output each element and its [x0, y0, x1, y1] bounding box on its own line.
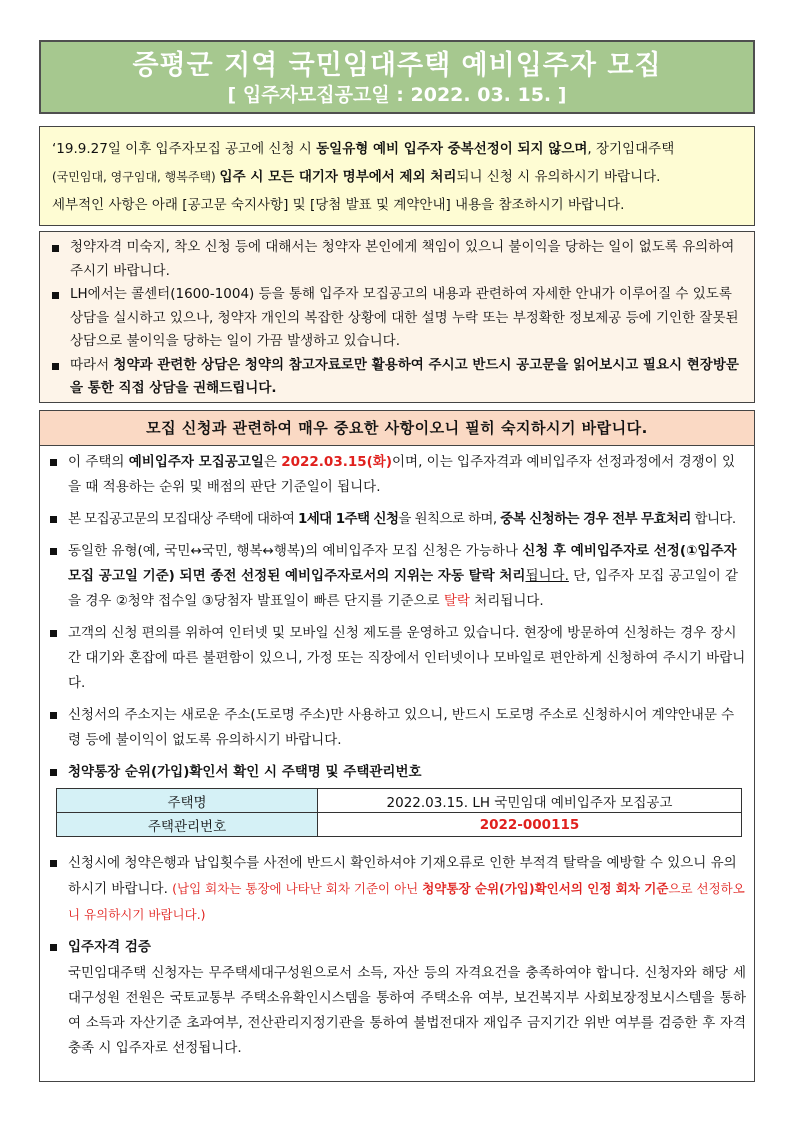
housing-info-table: [56, 788, 742, 837]
housing-management-number: 2022-000115: [318, 813, 742, 837]
notice-item-bank-check: 신청시에 청약은행과 납입횟수를 사전에 반드시 확인하셔야 기재오류로 인한 부적격 탈락을 예방할 수 있으니 유의하시기 바랍니다. (납입 회차는 통장에 나타난 회차 기준이 아닌 청약통장 순위(가입)확인서의 인정 회차 기준으로 선정하오니 유의하시기 바랍니다.): [46, 851, 746, 928]
verification-body: 국민임대주택 신청자는 무주택세대구성원으로서 소득, 자산 등의 자격요건을 충족하여야 합니다. 신청자와 해당 세대구성원 전원은 국토교통부 주택소유확인시스템을 통하여 주택소유 여부, 보건복지부 사회보장정보시스템을 통하여 소득과 자산기준 초과여부, 전산관리지정기관을 통하여 불법전대자 재입주 금지기간 위반 여부를 검증한 후 자격 충족 시 입주자로 선정됩니다.: [68, 965, 746, 1056]
notice-line-3: 세부적인 사항은 아래 [공고문 숙지사항] 및 [당첨 발표 및 계약안내] 내용을 참조하시기 바랍니다.: [52, 197, 625, 213]
title-banner: [39, 40, 755, 114]
notice-item-verification: 입주자격 검증: [46, 935, 746, 960]
caution-item-2: LH에서는 콜센터(1600-1004) 등을 통해 입주자 모집공고의 내용과 관련하여 자세한 안내가 이루어질 수 있도록 상담을 실시하고 있으나, 청약자 개인의 복잡한 상황에 대한 설명 누락 또는 부정확한 정보제공 등에 기인한 잘못된 상담으로 불이익을 당하는 일이 가끔 발생하고 있습니다.: [48, 283, 742, 354]
table-row: [57, 789, 742, 813]
announcement-date: [ 입주자모집공고일 : 2022. 03. 15. ]: [227, 84, 567, 106]
caution-item-3: 따라서 청약과 관련한 상담은 청약의 참고자료로만 활용하여 주시고 반드시 공고문을 읽어보시고 필요시 현장방문을 통한 직접 상담을 권해드립니다.: [48, 354, 742, 401]
notice-item-address: 신청서의 주소지는 새로운 주소(도로명 주소)만 사용하고 있으니, 반드시 도로명 주소로 신청하시어 계약안내문 수령 등에 불이익이 없도록 유의하시기 바랍니다.: [46, 703, 746, 753]
notice-item-account-check: 청약통장 순위(가입)확인서 확인 시 주택명 및 주택관리번호: [46, 760, 746, 785]
notice-line-1: ‘19.9.27일 이후 입주자모집 공고에 신청 시 동일유형 예비 입주자 중복선정이 되지 않으며, 장기임대주택: [52, 141, 675, 157]
section-body: [40, 446, 754, 792]
notice-item-online: 고객의 신청 편의를 위하여 인터넷 및 모바일 신청 제도를 운영하고 있습니다. 현장에 방문하여 신청하는 경우 장시간 대기와 혼잡에 따른 불편함이 있으니, 가정 또는 직장에서 인터넷이나 모바일로 편안하게 신청하여 주시기 바랍니다.: [46, 621, 746, 696]
section-body-lower: [46, 851, 746, 1061]
notice-item-date: 이 주택의 예비입주자 모집공고일은 2022.03.15(화)이며, 이는 입주자격과 예비입주자 선정과정에서 경쟁이 있을 때 적용하는 순위 및 배점의 판단 기준일이 됩니다.: [46, 450, 746, 500]
caution-box: [39, 231, 755, 403]
table-key: 주택관리번호: [57, 813, 318, 837]
table-row: [57, 813, 742, 837]
notice-item-duplicate: 동일한 유형(예, 국민↔국민, 행복↔행복)의 예비입주자 모집 신청은 가능하나 신청 후 예비입주자로 선정(①입주자모집 공고일 기준) 되면 종전 선정된 예비입주자로서의 지위는 자동 탈락 처리됩니다. 단, 입주자 모집 공고일이 같을 경우 ②청약 접수일 ③당첨자 발표일이 빠른 단지를 기준으로 탈락 처리됩니다.: [46, 539, 746, 614]
table-key: 주택명: [57, 789, 318, 813]
page-title: 증평군 지역 국민임대주택 예비입주자 모집: [132, 50, 662, 81]
table-value: 2022.03.15. LH 국민임대 예비입주자 모집공고: [318, 789, 742, 813]
notice-line-2: (국민임대, 영구임대, 행복주택) 입주 시 모든 대기자 명부에서 제외 처리되니 신청 시 유의하시기 바랍니다.: [52, 169, 661, 185]
important-notice-section: [39, 410, 755, 1082]
caution-item-1: 청약자격 미숙지, 착오 신청 등에 대해서는 청약자 본인에게 책임이 있으니 불이익을 당하는 일이 없도록 유의하여 주시기 바랍니다.: [48, 236, 742, 283]
notice-box: [39, 126, 755, 226]
notice-item-one-house: 본 모집공고문의 모집대상 주택에 대하여 1세대 1주택 신청을 원칙으로 하며, 중복 신청하는 경우 전부 무효처리 합니다.: [46, 507, 746, 532]
section-header: 모집 신청과 관련하여 매우 중요한 사항이오니 필히 숙지하시기 바랍니다.: [40, 411, 754, 446]
